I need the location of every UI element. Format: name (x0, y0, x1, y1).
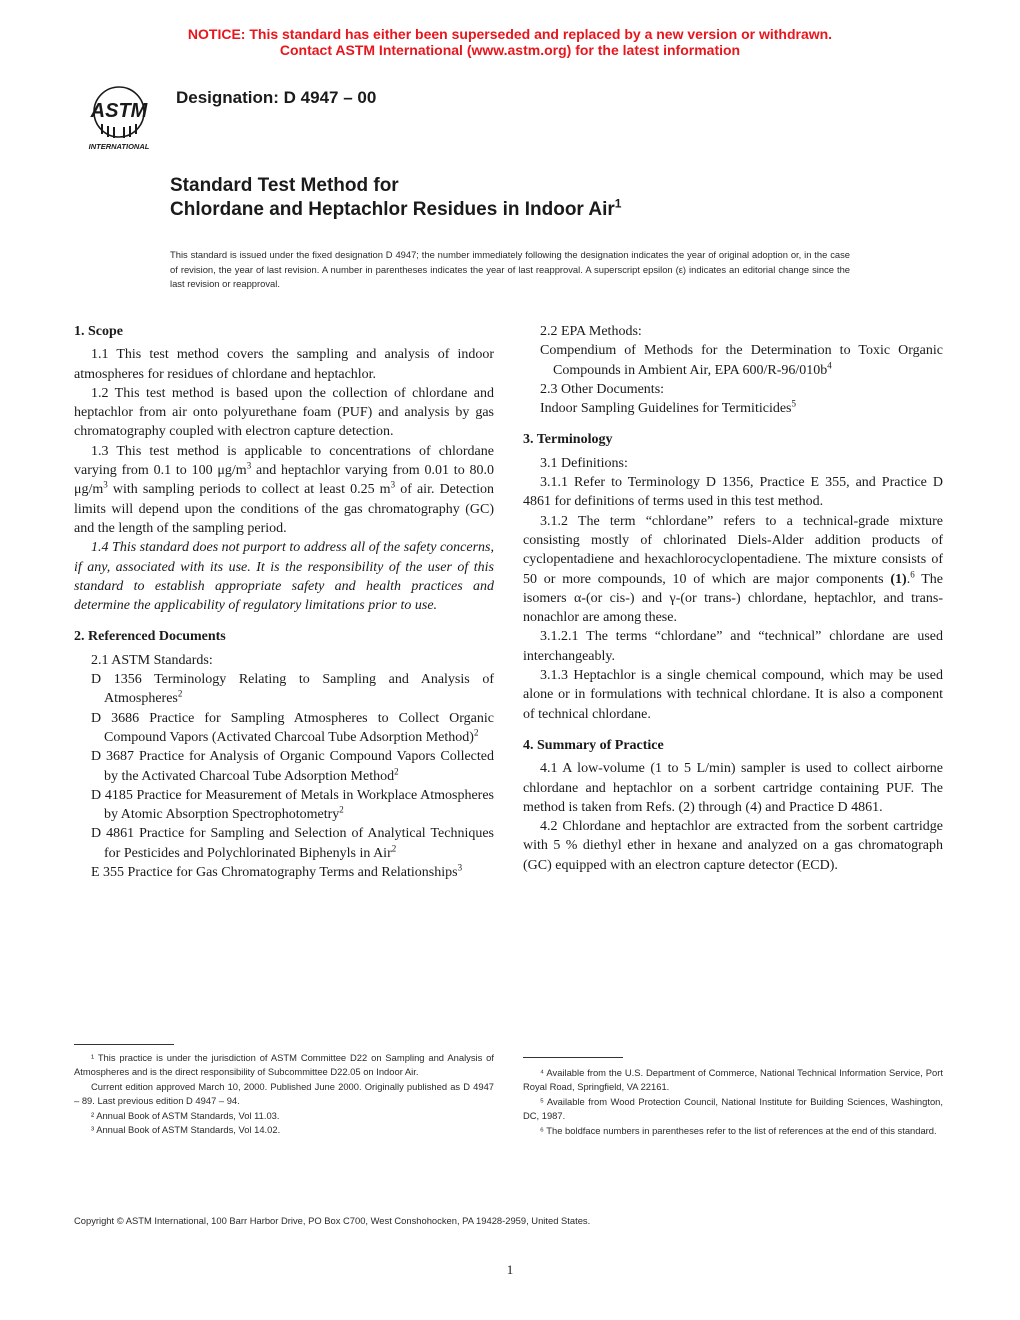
paragraph-1-2: 1.2 This test method is based upon the collection of chlordane and heptachlor from air onto polyurethane foam (PUF) and analysis by gas chromatography coupled with electron capture detection. (74, 385, 494, 440)
document-title (170, 174, 621, 222)
section-heading-summary: 4. Summary of Practice (523, 737, 664, 753)
ref-item: D 1356 Terminology Relating to Sampling and Analysis of Atmospheres$^2$ (91, 672, 494, 707)
paragraph-3-1-1: 3.1.1 Refer to Terminology D 1356, Practice E 355, and Practice D 4861 for definitions of terms used in this test method. (523, 475, 943, 510)
footnotes-right (523, 1066, 943, 1138)
footnote: ⁶ The boldface numbers in parentheses refer to the list of references at the end of this standard. (540, 1124, 937, 1136)
page-number: 1 (506, 1262, 514, 1277)
subsection-definitions: 3.1 Definitions: (540, 455, 628, 471)
footnote: Current edition approved March 10, 2000. Published June 2000. Originally published as D 4947 – 89. Last previous edition D 4947 – 94. (74, 1080, 494, 1107)
paragraph-1-3: 1.3 This test method is applicable to concentrations of chlordane varying from 0.1 to 100 $\mu g/m^3$ and heptachlor varying from 0.01 to 80.0 $\mu g/m^3$ with sampling periods to collect at least 0.25 $m^3$ of air. Detection limits will depend upon the conditions of the gas chromatography (GC) and the length of the sampling period. (74, 443, 494, 536)
title-line-1: Standard Test Method for (170, 175, 399, 196)
notice-line-1: NOTICE: This standard has either been superseded and replaced by a new version or withdrawn. (187, 26, 833, 42)
footnotes-left (74, 1051, 494, 1137)
withdrawal-notice (0, 26, 1020, 58)
designation: Designation: D 4947 – 00 (176, 88, 377, 107)
paragraph-3-1-2-1: 3.1.2.1 The terms “chlordane” and “technical” chlordane are used interchangeably. (523, 629, 943, 664)
paragraph-3-1-2: 3.1.2 The term “chlordane” refers to a technical-grade mixture consisting mostly of chlorinated Diels-Alder addition products of cyclopentadiene and hexachlorocyclopentadiene. The mixture consists of 50 or more compounds, 10 of which are major components (1).$^6$ The isomers α-(or cis-) and γ-(or trans-) chlordane, heptachlor, and trans-nonachlor are among these. (523, 513, 943, 626)
left-column (74, 322, 494, 882)
notice-line-2: Contact ASTM International (www.astm.org) for the latest information (279, 42, 741, 58)
paragraph-4-1: 4.1 A low-volume (1 to 5 L/min) sampler is used to collect airborne chlordane and heptachlor on a sorbent cartridge containing PUF. The method is taken from Refs. (2) through (4) and Practice D 4861. (523, 761, 943, 815)
section-heading-terminology: 3. Terminology (523, 432, 613, 448)
footnote-rule-left (74, 1044, 174, 1045)
footnote: ⁵ Available from Wood Protection Council, National Institute for Building Sciences, Washington, DC, 1987. (523, 1095, 943, 1122)
ref-item: E 355 Practice for Gas Chromatography Terms and Relationships$^3$ (91, 862, 463, 881)
paragraph-1-1: 1.1 This test method covers the sampling and analysis of indoor atmospheres for residues of chlordane and heptachlor. (74, 347, 494, 382)
ref-item: D 4185 Practice for Measurement of Metals in Workplace Atmospheres by Atomic Absorption Spectrophotometry$^2$ (91, 787, 494, 823)
astm-logo (74, 72, 164, 152)
paragraph-4-2: 4.2 Chlordane and heptachlor are extracted from the sorbent cartridge with 5 % diethyl ether in hexane and analyzed on a gas chromatograph (GC) equipped with an electron capture detector (ECD). (523, 819, 943, 873)
title-footnote-ref: 1 (614, 196, 622, 211)
logo-text: ASTM (90, 100, 148, 122)
title-line-2: Chlordane and Heptachlor Residues in Indoor Air$^1$ (170, 196, 622, 220)
subsection-astm-standards: 2.1 ASTM Standards: (91, 652, 213, 668)
ref-item: D 4861 Practice for Sampling and Selection of Analytical Techniques for Pesticides and Polychlorinated Biphenyls in Air$^2$ (91, 826, 494, 861)
copyright-line: Copyright © ASTM International, 100 Barr Harbor Drive, PO Box C700, West Conshohocken, PA 19428-2959, United States. (74, 1215, 591, 1226)
ref-item: D 3686 Practice for Sampling Atmospheres to Collect Organic Compound Vapors (Activated Charcoal Tube Adsorption Method)$^2$ (91, 710, 494, 745)
paragraph-1-4: 1.4 This standard does not purport to address all of the safety concerns, if any, associated with its use. It is the responsibility of the user of this standard to establish appropriate safety and health practices and determine the applicability of regulatory limitations prior to use. (74, 540, 494, 614)
footnote: ⁴ Available from the U.S. Department of Commerce, National Technical Information Service, Port Royal Road, Springfield, VA 22161. (523, 1067, 943, 1093)
epa-method-item: Compendium of Methods for the Determination to Toxic Organic Compounds in Ambient Air, EPA $600/R-96/010b^4$ (540, 343, 943, 378)
section-heading-scope: 1. Scope (74, 324, 123, 339)
section-heading-referenced-documents: 2. Referenced Documents (74, 629, 226, 645)
astm-standards-list (74, 670, 494, 882)
logo-subtext: INTERNATIONAL (88, 142, 150, 151)
footnote: ² Annual Book of ASTM Standards, Vol 11.03. (91, 1109, 280, 1121)
issuance-statement: This standard is issued under the fixed designation D 4947; the number immediately following the designation indicates the year of original adoption or, in the case of revision, the year of last revision. A number in parentheses indicates the year of last reapproval. A superscript epsilon (ε) indicates an editorial change since the last revision or reapproval. (170, 249, 850, 289)
subsection-epa-methods: 2.2 EPA Methods: (540, 324, 642, 339)
footnote-rule-right (523, 1057, 623, 1058)
footnote: ³ Annual Book of ASTM Standards, Vol 14.02. (91, 1124, 281, 1136)
paragraph-3-1-3: 3.1.3 Heptachlor is a single chemical compound, which may be used alone or in formulations with technical chlordane. It is also a component of technical chlordane. (523, 668, 943, 722)
ref-item: D 3687 Practice for Analysis of Organic Compound Vapors Collected by the Activated Charcoal Tube Adsorption Method$^2$ (91, 749, 494, 784)
subsection-other-documents: 2.3 Other Documents: (540, 381, 665, 397)
right-column (523, 322, 943, 875)
footnote: ¹ This practice is under the jurisdiction of ASTM Committee D22 on Sampling and Analysis of Atmospheres and is the direct responsibility of Subcommittee D22.05 on Indoor Air. (74, 1052, 494, 1078)
other-document-item: Indoor Sampling Guidelines for Termiticides$^5$ (540, 398, 796, 417)
